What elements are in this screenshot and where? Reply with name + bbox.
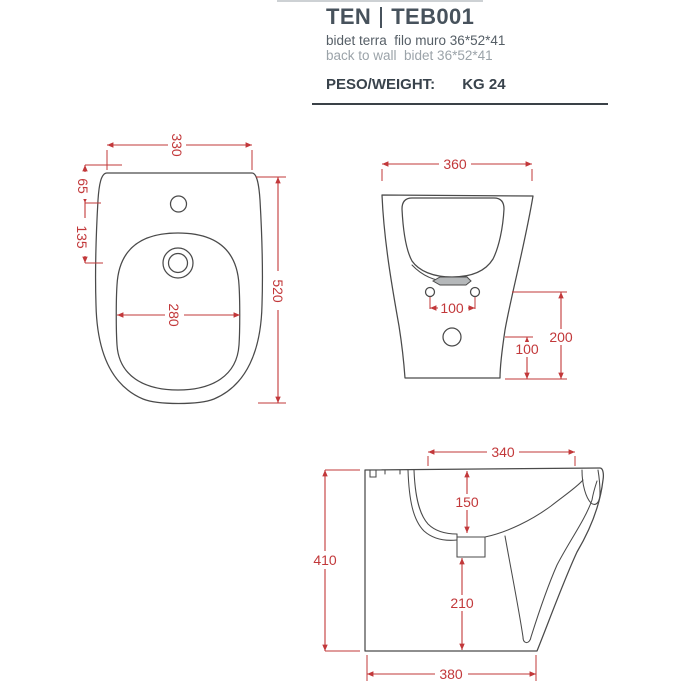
weight-value: KG 24 [462,76,506,94]
side-rim-lip [582,470,600,504]
tap-hole [171,196,187,212]
front-drain-hole [443,328,461,346]
dim-front-holes-height: 200 [549,329,573,345]
side-front-wall-inner [505,481,597,643]
dim-side-base-depth: 380 [439,666,463,682]
weight-label: PESO/WEIGHT: [326,76,436,94]
dim-front-drain-height: 100 [515,341,539,357]
dim-plan-basin-width: 280 [166,303,182,327]
side-deck-notch [370,470,376,477]
dim-plan-width-top: 330 [169,133,185,157]
description-english: back to wall bidet 36*52*41 [326,47,493,63]
side-basin-back-wall-inner [414,470,457,534]
dim-side-trap-height: 210 [450,595,474,611]
dim-plan-tap-to-drain: 135 [74,225,90,249]
description-italian: bidet terra filo muro 36*52*41 [326,33,506,48]
drain-hole-outer [163,248,193,278]
drain-hole-inner [169,254,188,273]
dim-side-top-depth: 340 [491,444,515,460]
dim-front-hole-spacing: 100 [440,300,464,316]
dim-side-basin-depth: 150 [455,494,479,510]
model-code: TEB001 [391,4,475,29]
series-name: TEN [326,4,372,29]
overflow-slot [433,277,471,285]
dim-side-height: 410 [313,552,337,568]
side-outline [365,468,603,651]
dim-plan-rim-to-tap: 65 [75,178,91,194]
fixing-hole-left [426,288,435,297]
fixing-hole-right [471,288,480,297]
side-basin-surface [485,480,583,537]
side-view [307,444,603,682]
front-basin-outline [402,198,504,277]
dim-plan-depth: 520 [270,279,286,303]
side-sump [457,534,485,557]
plan-outline [96,173,263,404]
front-view [382,156,576,379]
side-basin-back-wall-outer [408,470,457,540]
front-outline [382,195,533,378]
plan-view [74,129,287,404]
dim-front-width: 360 [443,156,467,172]
